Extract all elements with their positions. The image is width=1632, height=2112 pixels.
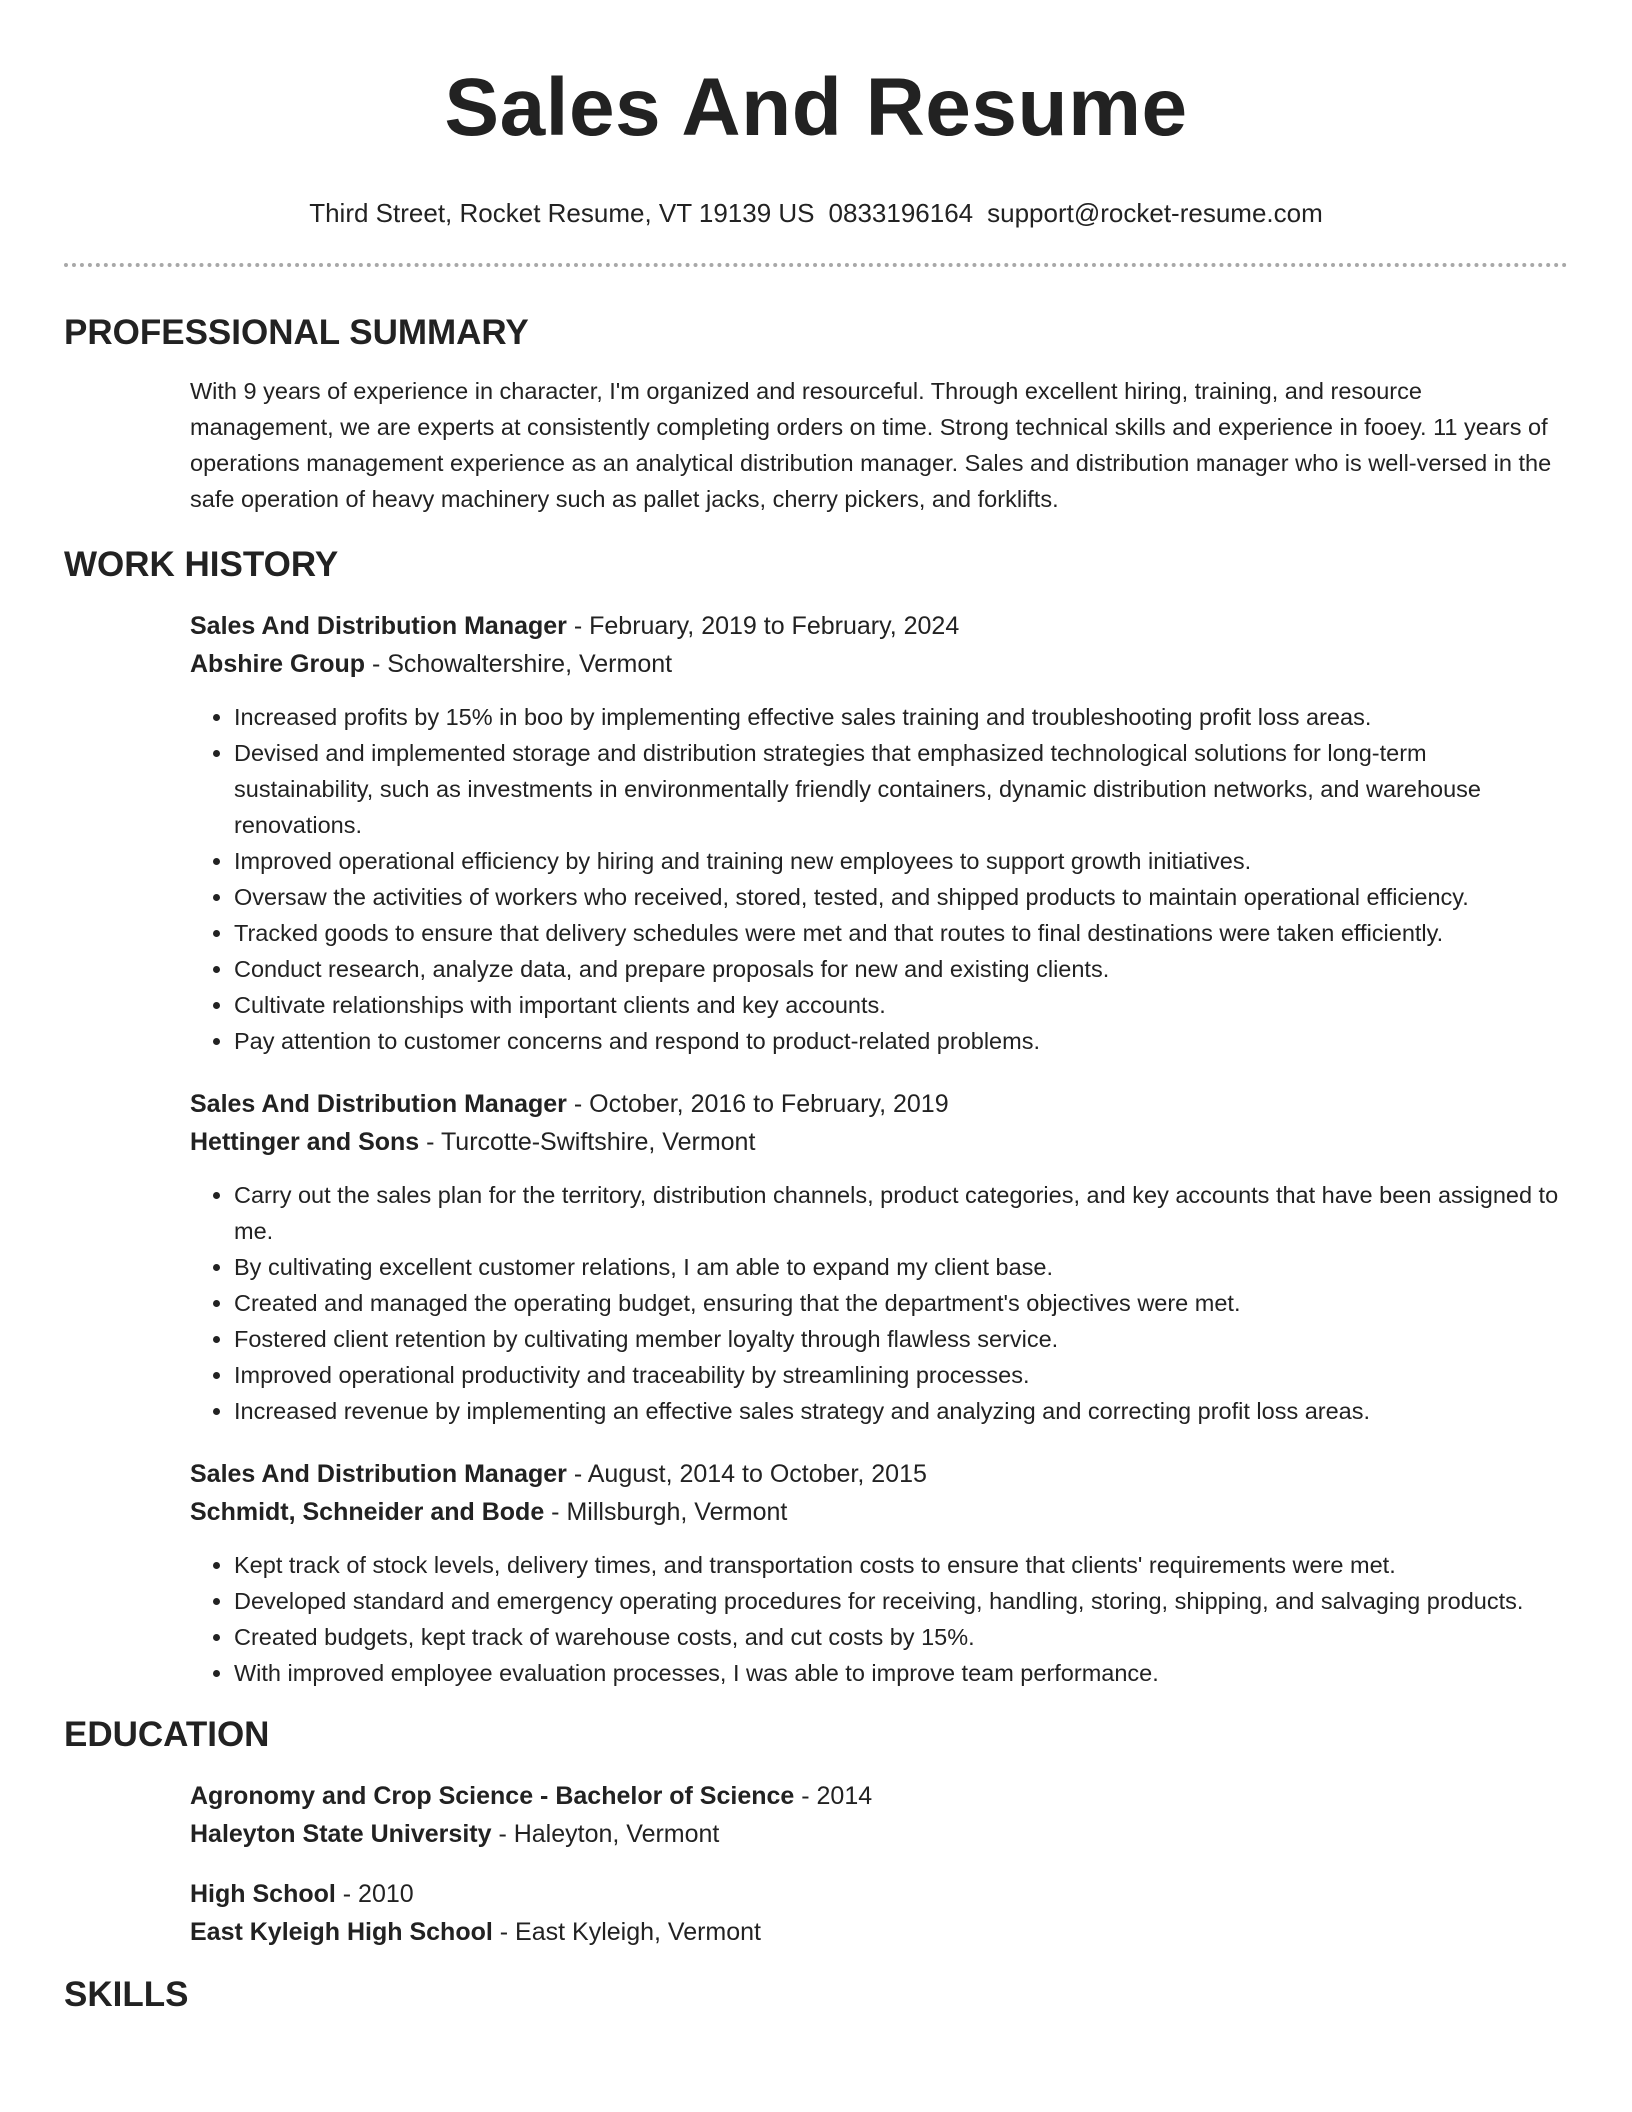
education-year: - 2014	[794, 1782, 873, 1810]
education-school-line	[190, 1913, 1568, 1951]
job-bullet: • Created budgets, kept track of warehouse costs, and cut costs by 15%.	[234, 1619, 1568, 1655]
job-dates: - August, 2014 to October, 2015	[566, 1460, 927, 1488]
contact-email: support@rocket-resume.com	[987, 198, 1323, 228]
job-location: - Schowaltershire, Vermont	[365, 650, 673, 678]
work-history-heading: WORK HISTORY	[64, 545, 339, 584]
job-bullet: • Improved operational productivity and traceability by streamlining processes.	[234, 1357, 1568, 1393]
job-role: Sales And Distribution Manager	[190, 612, 567, 640]
education-degree: High School	[190, 1880, 336, 1908]
job-bullet: • Carry out the sales plan for the territory, distribution channels, product categories, and key accounts that have been assigned to me.	[234, 1177, 1568, 1249]
job-bullets	[190, 699, 1568, 1059]
skills-heading: SKILLS	[64, 1975, 189, 2014]
summary-heading: PROFESSIONAL SUMMARY	[64, 313, 529, 352]
job-bullet: • Conduct research, analyze data, and prepare proposals for new and existing clients.	[234, 951, 1568, 987]
job-role: Sales And Distribution Manager	[190, 1090, 567, 1118]
job-company-line	[190, 1123, 1568, 1161]
job-location: - Turcotte-Swiftshire, Vermont	[419, 1128, 756, 1156]
education-degree-line	[190, 1875, 1568, 1913]
education-school: Haleyton State University	[190, 1820, 492, 1848]
job-entry	[190, 1085, 1568, 1429]
job-role: Sales And Distribution Manager	[190, 1460, 567, 1488]
job-entry	[190, 607, 1568, 1059]
job-bullets	[190, 1547, 1568, 1691]
job-bullet: • Fostered client retention by cultivating member loyalty through flawless service.	[234, 1321, 1568, 1357]
education-entry	[190, 1777, 1568, 1853]
education-degree: Agronomy and Crop Science - Bachelor of Science	[190, 1782, 795, 1810]
job-bullet: • Created and managed the operating budget, ensuring that the department's objectives were met.	[234, 1285, 1568, 1321]
job-bullets	[190, 1177, 1568, 1429]
education-location: - Haleyton, Vermont	[491, 1820, 720, 1848]
education-school-line	[190, 1815, 1568, 1853]
job-title-line	[190, 607, 1568, 645]
job-bullet: • Developed standard and emergency operating procedures for receiving, handling, storing, shipping, and salvaging products.	[234, 1583, 1568, 1619]
job-company: Hettinger and Sons	[190, 1128, 420, 1156]
job-company-line	[190, 645, 1568, 683]
job-bullet: • Increased revenue by implementing an effective sales strategy and analyzing and correcting profit loss areas.	[234, 1393, 1568, 1429]
job-title-line	[190, 1455, 1568, 1493]
job-title-line	[190, 1085, 1568, 1123]
education-school: East Kyleigh High School	[190, 1918, 493, 1946]
job-bullet: • By cultivating excellent customer relations, I am able to expand my client base.	[234, 1249, 1568, 1285]
candidate-name: Sales And Resume	[444, 62, 1188, 153]
job-company: Schmidt, Schneider and Bode	[190, 1498, 545, 1526]
job-company: Abshire Group	[190, 650, 366, 678]
job-bullet: • Pay attention to customer concerns and respond to product-related problems.	[234, 1023, 1568, 1059]
education-entry	[190, 1875, 1568, 1951]
education-location: - East Kyleigh, Vermont	[492, 1918, 762, 1946]
job-bullet: • Devised and implemented storage and distribution strategies that emphasized technological solutions for long-term sustainability, such as investments in environmentally friendly containers, dynamic distribution networks, and warehouse renovations.	[234, 735, 1568, 843]
work-history-list	[190, 607, 1568, 1691]
contact-address: Third Street, Rocket Resume, VT 19139 US	[309, 198, 815, 228]
summary-text: With 9 years of experience in character, I'm organized and resourceful. Through excellent hiring, training, and resource management, we are experts at consistently completing orders on time. Strong technical skills and experience in fooey. 11 years of operations management experience as an analytical distribution manager. Sales and distribution manager who is well-versed in the safe operation of heavy machinery such as pallet jacks, cherry pickers, and forklifts.	[190, 378, 1552, 512]
education-list	[190, 1777, 1568, 1951]
job-bullet: • Kept track of stock levels, delivery times, and transportation costs to ensure that clients' requirements were met.	[234, 1547, 1568, 1583]
contact-phone: 0833196164	[828, 198, 974, 228]
job-entry	[190, 1455, 1568, 1691]
job-dates: - October, 2016 to February, 2019	[566, 1090, 949, 1118]
job-bullet: • Improved operational efficiency by hiring and training new employees to support growth initiatives.	[234, 843, 1568, 879]
education-heading: EDUCATION	[64, 1715, 270, 1754]
education-degree-line	[190, 1777, 1568, 1815]
contact-line	[64, 196, 1568, 230]
job-bullet: • Tracked goods to ensure that delivery schedules were met and that routes to final destinations were taken efficiently.	[234, 915, 1568, 951]
job-dates: - February, 2019 to February, 2024	[566, 612, 960, 640]
job-bullet: • With improved employee evaluation processes, I was able to improve team performance.	[234, 1655, 1568, 1691]
education-year: - 2010	[335, 1880, 414, 1908]
job-bullet: • Cultivate relationships with important clients and key accounts.	[234, 987, 1568, 1023]
header-divider	[64, 263, 1568, 267]
job-location: - Millsburgh, Vermont	[544, 1498, 788, 1526]
job-company-line	[190, 1493, 1568, 1531]
job-bullet: • Increased profits by 15% in boo by implementing effective sales training and troubleshooting profit loss areas.	[234, 699, 1568, 735]
job-bullet: • Oversaw the activities of workers who received, stored, tested, and shipped products to maintain operational efficiency.	[234, 879, 1568, 915]
